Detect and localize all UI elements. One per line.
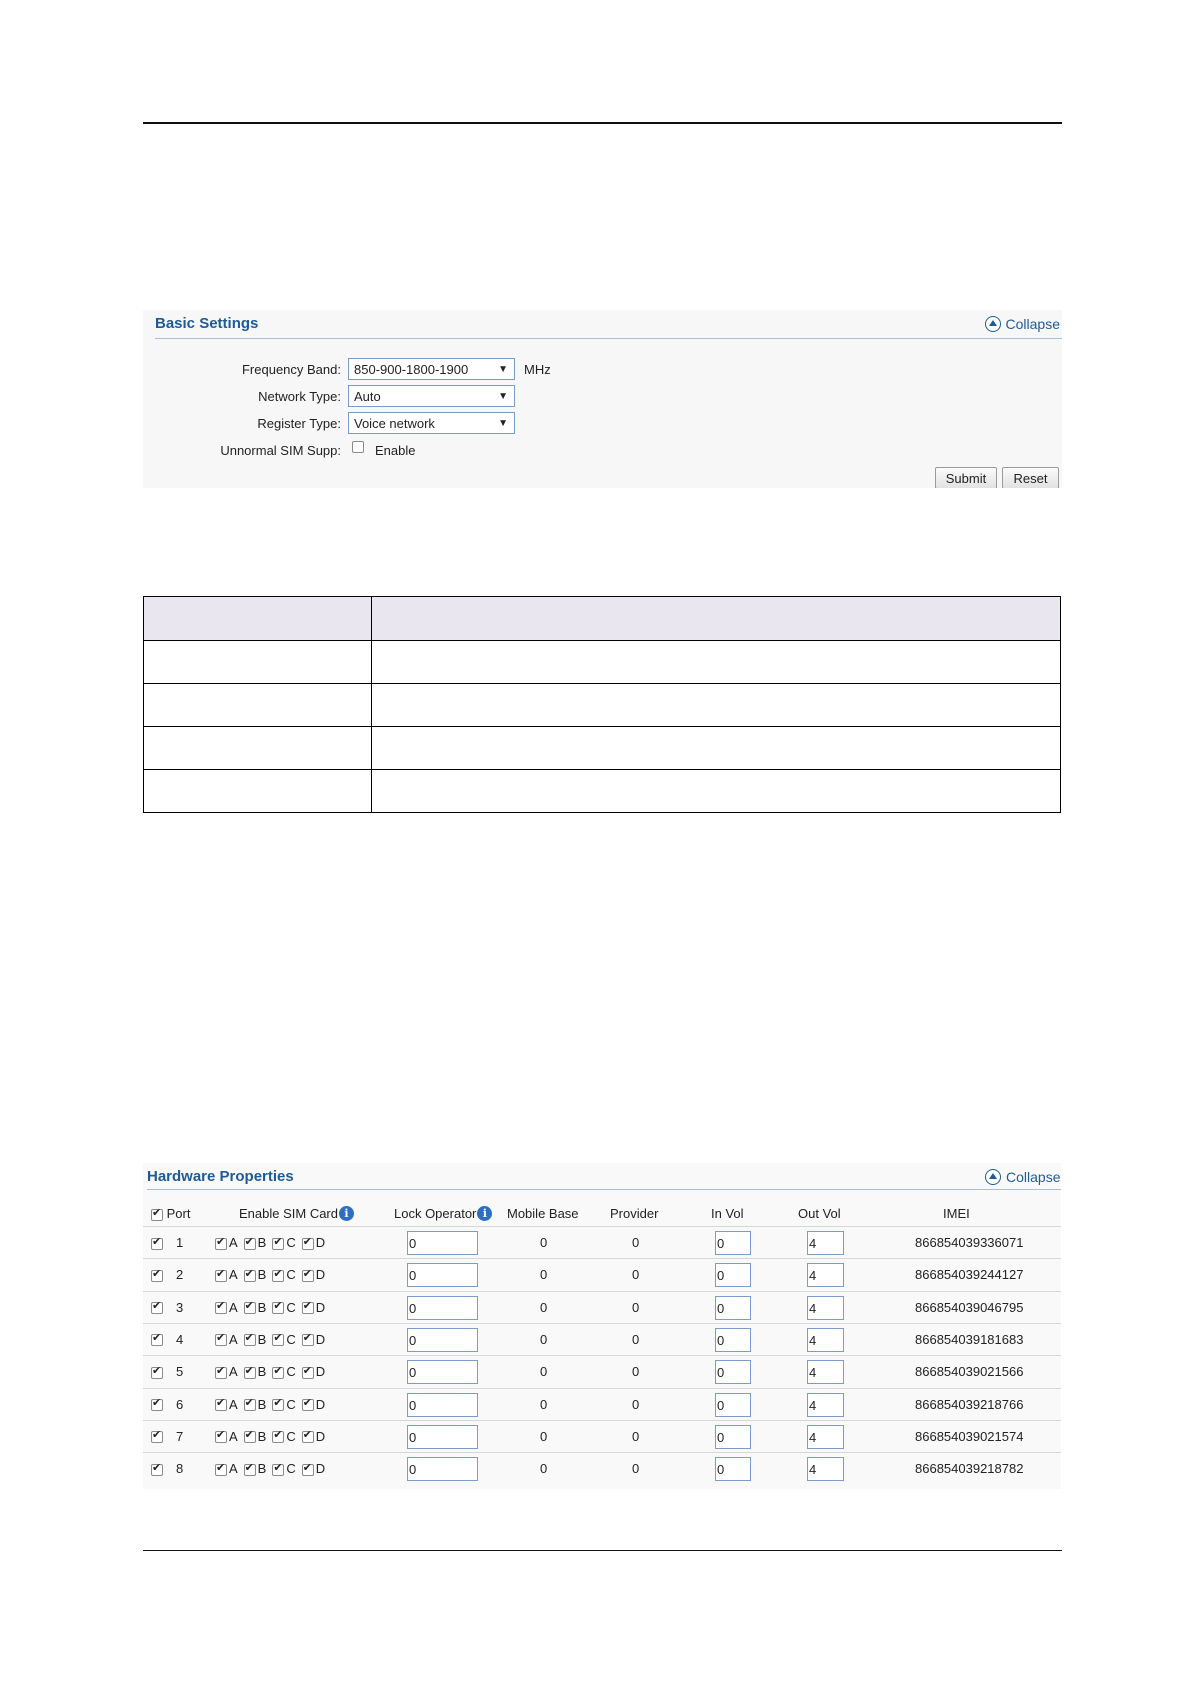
sim-letter: A [229,1428,238,1444]
table-row [143,1226,1061,1259]
table-cell [144,727,372,770]
imei-value: 866854039021566 [915,1364,1024,1380]
frequency-unit: MHz [524,362,551,377]
lock-operator-input[interactable]: 0 [407,1393,478,1417]
sim-card-group [215,1267,331,1282]
collapse-up-icon [985,316,1001,332]
provider-value: 0 [632,1235,640,1250]
mobile-base-header: Mobile Base [507,1206,579,1221]
sim-letter: C [286,1331,296,1347]
sim-2-checkbox[interactable] [272,1302,284,1314]
sim-letter: A [229,1396,238,1412]
sim-letter: C [286,1267,296,1283]
table-row [143,1355,1061,1388]
select-all-ports-checkbox[interactable] [151,1209,163,1221]
network-type-select[interactable] [348,385,515,407]
sim-2-checkbox[interactable] [272,1367,284,1379]
sim-card-group [215,1235,331,1250]
out-vol-input[interactable]: 4 [807,1231,844,1255]
port-cell [151,1364,163,1379]
basic-settings-panel [143,310,1062,488]
table-cell [372,641,1061,684]
table-row [143,1420,1061,1453]
out-vol-input[interactable]: 4 [807,1296,844,1320]
port-number: 7 [176,1428,184,1444]
port-checkbox[interactable] [151,1367,163,1379]
sim-letter: B [257,1428,267,1444]
imei-value: 866854039021574 [915,1428,1024,1444]
sim-2-checkbox[interactable] [272,1270,284,1282]
provider-value: 0 [632,1299,640,1315]
sim-letter: D [315,1235,326,1250]
sim-3-checkbox[interactable] [302,1464,314,1476]
sim-3-checkbox[interactable] [302,1399,314,1411]
sim-letter: C [286,1461,296,1477]
sim-letter: C [286,1364,296,1380]
register-type-label: Register Type: [257,416,341,431]
sim-3-checkbox[interactable] [302,1238,314,1250]
sim-letter: D [315,1299,326,1315]
sim-1-checkbox[interactable] [244,1302,256,1314]
sim-0-checkbox[interactable] [215,1334,227,1346]
sim-0-checkbox[interactable] [215,1302,227,1314]
mobile-base-value: 0 [540,1364,548,1380]
table-header-row [144,597,1061,641]
dropdown-arrow-icon: ▼ [498,418,508,429]
port-header-label: Port [166,1206,191,1221]
sim-2-checkbox[interactable] [272,1238,284,1250]
in-vol-input[interactable]: 0 [715,1425,751,1449]
out-vol-input[interactable]: 4 [807,1328,844,1352]
in-vol-input[interactable]: 0 [715,1393,751,1417]
sim-1-checkbox[interactable] [244,1238,256,1250]
mobile-base-value: 0 [540,1267,548,1283]
sim-letter: C [286,1428,296,1444]
table-row [143,1258,1061,1291]
provider-value: 0 [632,1331,640,1347]
table-cell [144,684,372,727]
in-vol-header: In Vol [711,1206,744,1221]
hw-collapse-button[interactable] [985,1169,1060,1185]
table-header-cell [372,597,1061,641]
sim-1-checkbox[interactable] [244,1399,256,1411]
hw-collapse-label: Collapse [1006,1169,1061,1185]
sim-letter: D [315,1461,326,1477]
port-cell [151,1429,163,1444]
provider-value: 0 [632,1396,640,1412]
table-row [143,1452,1061,1485]
table-row [143,1291,1061,1324]
in-vol-input[interactable]: 0 [715,1328,751,1352]
reset-button[interactable]: Reset [1002,467,1059,488]
port-cell [151,1397,163,1412]
header-rule [143,122,1062,124]
sim-1-checkbox[interactable] [244,1367,256,1379]
imei-value: 866854039218782 [915,1461,1024,1477]
in-vol-input[interactable]: 0 [715,1296,751,1320]
sim-2-checkbox[interactable] [272,1334,284,1346]
provider-value: 0 [632,1364,640,1380]
frequency-band-label: Frequency Band: [241,362,341,377]
port-header [151,1206,190,1221]
submit-button[interactable]: Submit [935,467,997,488]
sim-3-checkbox[interactable] [302,1367,314,1379]
port-checkbox[interactable] [151,1270,163,1282]
hw-title-divider [147,1189,1061,1190]
frequency-band-select[interactable] [348,358,515,380]
sim-letter: D [315,1364,326,1380]
imei-value: 866854039218766 [915,1396,1024,1412]
sim-letter: D [315,1331,326,1347]
port-checkbox[interactable] [151,1431,163,1443]
table-row [144,684,1061,727]
frequency-band-value: 850-900-1800-1900 [354,362,469,377]
sim-letter: D [315,1428,326,1444]
port-number: 5 [176,1364,184,1380]
port-number: 1 [176,1235,184,1250]
sim-letter: C [286,1299,296,1315]
imei-value: 866854039336071 [915,1235,1024,1250]
collapse-up-icon [985,1169,1001,1185]
imei-value: 866854039181683 [915,1331,1024,1347]
port-cell [151,1235,163,1250]
lock-operator-input[interactable]: 0 [407,1425,478,1449]
in-vol-input[interactable]: 0 [715,1263,751,1287]
table-row [143,1323,1061,1356]
sim-card-group [215,1300,331,1315]
table-cell [372,727,1061,770]
table-cell [144,770,372,813]
out-vol-input[interactable]: 4 [807,1263,844,1287]
table-cell [372,684,1061,727]
sim-0-checkbox[interactable] [215,1367,227,1379]
lock-operator-input[interactable]: 0 [407,1457,478,1481]
dropdown-arrow-icon: ▼ [498,391,508,402]
table-cell [144,641,372,684]
sim-letter: D [315,1396,326,1412]
sim-2-checkbox[interactable] [272,1399,284,1411]
port-number: 2 [176,1267,184,1283]
sim-letter: A [229,1364,238,1380]
sim-letter: B [257,1364,267,1380]
sim-letter: A [229,1299,238,1315]
sim-card-group [215,1429,331,1444]
network-type-value: Auto [354,389,381,404]
in-vol-input[interactable]: 0 [715,1360,751,1384]
table-row [144,641,1061,684]
hardware-properties-title: Hardware Properties [147,1168,294,1185]
lock-operator-input[interactable]: 0 [407,1360,478,1384]
table-row [144,727,1061,770]
imei-value: 866854039046795 [915,1299,1024,1315]
register-type-row [143,411,1062,435]
sim-1-checkbox[interactable] [244,1464,256,1476]
port-cell [151,1332,163,1347]
out-vol-input[interactable]: 4 [807,1393,844,1417]
in-vol-input[interactable]: 0 [715,1457,751,1481]
basic-collapse-button[interactable] [985,316,1060,332]
unnormal-sim-option: Enable [375,443,416,458]
mobile-base-value: 0 [540,1428,548,1444]
sim-0-checkbox[interactable] [215,1270,227,1282]
mobile-base-value: 0 [540,1235,548,1250]
lock-operator-input[interactable]: 0 [407,1263,478,1287]
port-number: 8 [176,1461,184,1477]
provider-header: Provider [610,1206,659,1221]
network-type-label: Network Type: [258,389,341,404]
mobile-base-value: 0 [540,1396,548,1412]
frequency-band-row [143,357,1062,381]
hardware-properties-panel [143,1163,1061,1489]
sim-letter: D [315,1267,326,1283]
sim-letter: B [257,1461,267,1477]
mobile-base-value: 0 [540,1331,548,1347]
mobile-base-value: 0 [540,1461,548,1477]
sim-0-checkbox[interactable] [215,1431,227,1443]
register-type-select[interactable] [348,412,515,434]
imei-header: IMEI [943,1206,970,1221]
port-checkbox[interactable] [151,1238,163,1250]
port-number: 6 [176,1396,184,1412]
sim-3-checkbox[interactable] [302,1302,314,1314]
lock-operator-input[interactable]: 0 [407,1328,478,1352]
port-checkbox[interactable] [151,1334,163,1346]
info-icon[interactable]: i [477,1206,492,1221]
out-vol-input[interactable]: 4 [807,1425,844,1449]
sim-0-checkbox[interactable] [215,1399,227,1411]
port-checkbox[interactable] [151,1302,163,1314]
sim-letter: B [257,1396,267,1412]
out-vol-header: Out Vol [798,1206,841,1221]
sim-card-group [215,1461,331,1476]
lock-operator-header [394,1206,492,1221]
sim-letter: A [229,1331,238,1347]
sim-3-checkbox[interactable] [302,1431,314,1443]
sim-letter: B [257,1267,267,1283]
sim-card-group [215,1332,331,1347]
port-checkbox[interactable] [151,1399,163,1411]
provider-value: 0 [632,1267,640,1283]
info-icon[interactable]: i [339,1206,354,1221]
network-type-row [143,384,1062,408]
sim-3-checkbox[interactable] [302,1270,314,1282]
basic-collapse-label: Collapse [1005,316,1060,332]
sim-letter: A [229,1235,238,1250]
lock-operator-input[interactable]: 0 [407,1231,478,1255]
unnormal-sim-row [143,438,1062,462]
register-type-value: Voice network [354,416,435,431]
sim-card-group [215,1364,331,1379]
port-cell [151,1267,163,1282]
lock-operator-input[interactable]: 0 [407,1296,478,1320]
sim-3-checkbox[interactable] [302,1334,314,1346]
sim-0-checkbox[interactable] [215,1238,227,1250]
sim-card-group [215,1397,331,1412]
footer-rule [143,1550,1062,1551]
out-vol-input[interactable]: 4 [807,1457,844,1481]
port-cell [151,1300,163,1315]
imei-value: 866854039244127 [915,1267,1024,1283]
sim-letter: B [257,1299,267,1315]
lock-operator-header-label: Lock Operator [394,1206,477,1221]
table-cell [372,770,1061,813]
enable-sim-header-label: Enable SIM Card [239,1206,338,1221]
unnormal-sim-label: Unnormal SIM Supp: [220,443,341,458]
unnormal-sim-checkbox[interactable] [352,441,364,453]
port-cell [151,1461,163,1476]
basic-settings-title: Basic Settings [155,315,259,332]
enable-sim-header [239,1206,354,1221]
table-row [144,770,1061,813]
out-vol-input[interactable]: 4 [807,1360,844,1384]
sim-1-checkbox[interactable] [244,1431,256,1443]
table-header-cell [144,597,372,641]
sim-1-checkbox[interactable] [244,1334,256,1346]
provider-value: 0 [632,1461,640,1477]
sim-letter: A [229,1267,238,1283]
port-checkbox[interactable] [151,1464,163,1476]
sim-letter: B [257,1331,267,1347]
sim-2-checkbox[interactable] [272,1464,284,1476]
sim-2-checkbox[interactable] [272,1431,284,1443]
port-number: 3 [176,1299,184,1315]
mobile-base-value: 0 [540,1299,548,1315]
sim-1-checkbox[interactable] [244,1270,256,1282]
sim-letter: C [286,1235,296,1250]
sim-letter: C [286,1396,296,1412]
provider-value: 0 [632,1428,640,1444]
table-row [143,1388,1061,1421]
in-vol-input[interactable]: 0 [715,1231,751,1255]
sim-0-checkbox[interactable] [215,1464,227,1476]
basic-title-divider [155,338,1062,339]
dropdown-arrow-icon: ▼ [498,364,508,375]
sim-letter: B [257,1235,267,1250]
port-number: 4 [176,1331,184,1347]
sim-letter: A [229,1461,238,1477]
description-table [143,596,1061,813]
